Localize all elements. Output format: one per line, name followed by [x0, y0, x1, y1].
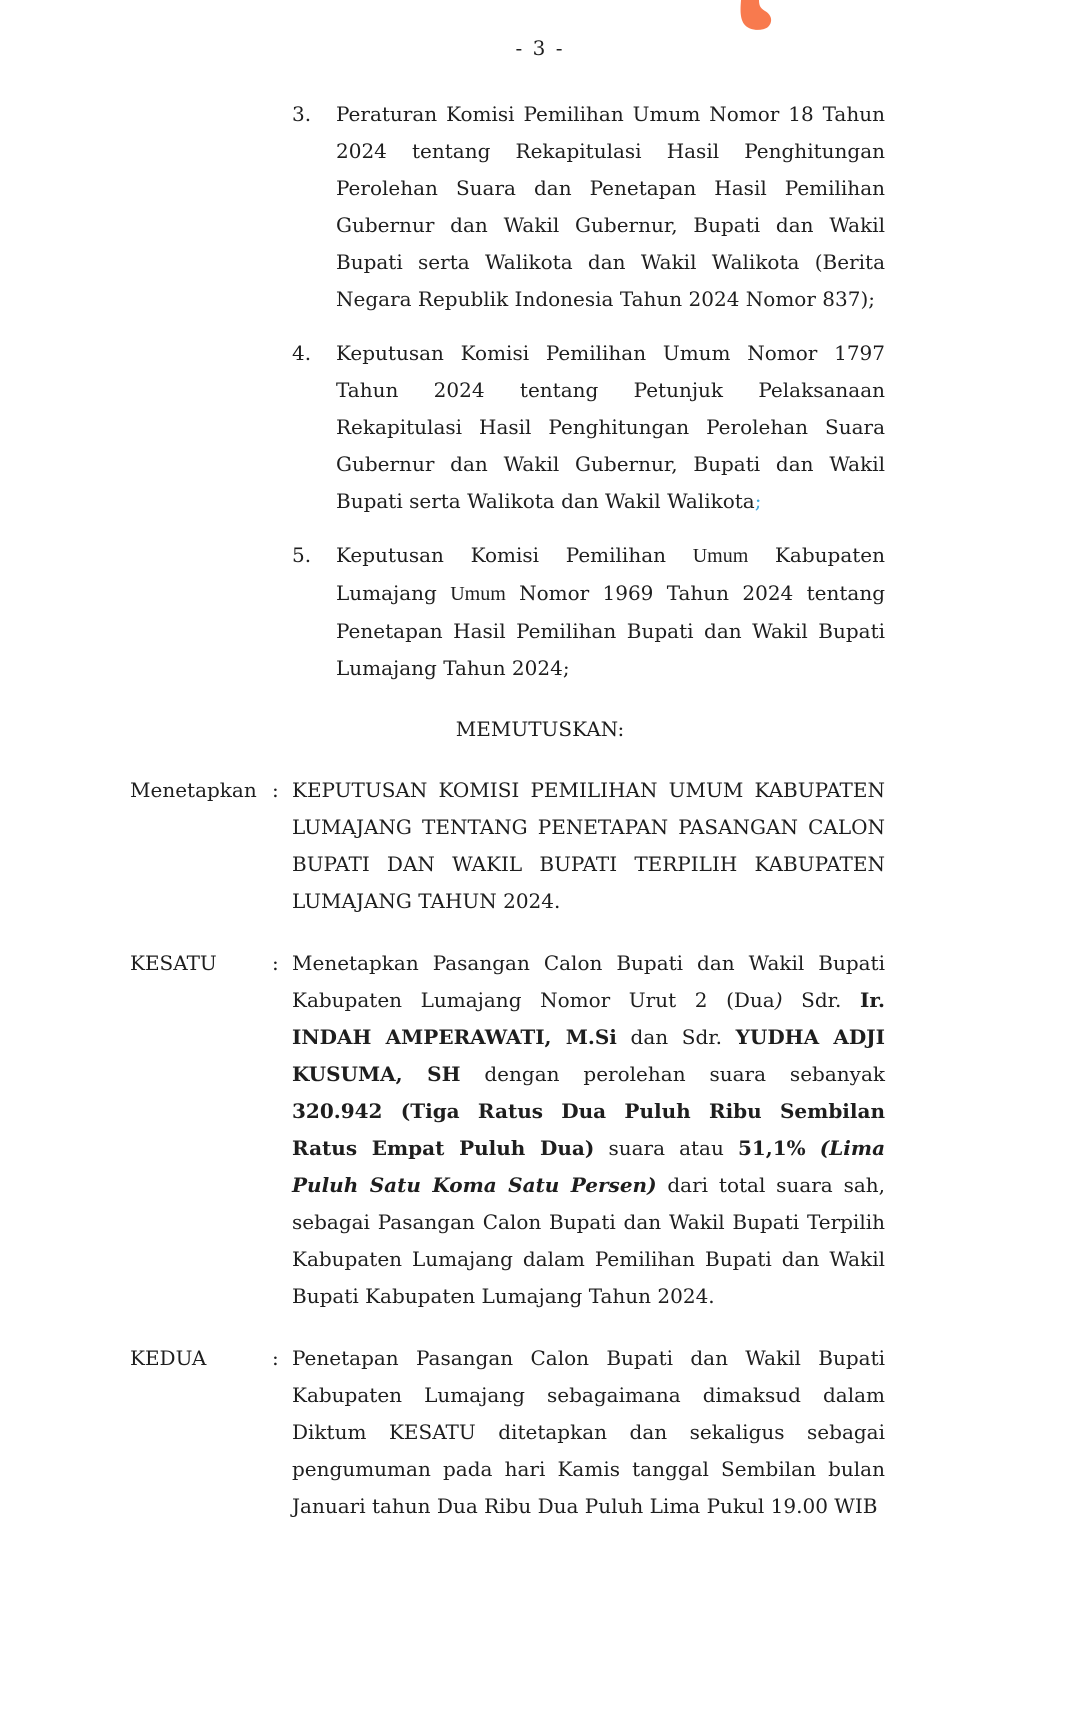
- dictum-row: [130, 1340, 885, 1525]
- text-segment: suara atau: [594, 1136, 738, 1160]
- dictum-text: [292, 1340, 885, 1525]
- text-segment: Penetapan Pasangan Calon Bupati dan Wakil Bupati Kabupaten Lumajang sebagaimana dimaksud dalam Diktum KESATU ditetapkan dan sekaligus sebagai pengumuman pada hari Kamis tanggal Sembilan bulan Januari tahun Dua Ribu Dua Puluh Lima Pukul 19.00 WIB: [292, 1346, 885, 1518]
- text-segment: Peraturan Komisi Pemilihan Umum Nomor 18 Tahun 2024 tentang Rekapitulasi Hasil Penghitungan Perolehan Suara dan Penetapan Hasil Pemilihan Gubernur dan Wakil Gubernur, Bupati dan Wakil Bupati serta Walikota dan Wakil Walikota (Berita Negara Republik Indonesia Tahun 2024 Nomor 837);: [336, 102, 885, 311]
- text-segment: Umum: [692, 545, 749, 567]
- orange-logo-fragment-icon: [736, 0, 774, 30]
- dictum-label: KESATU: [130, 951, 217, 975]
- text-segment: Keputusan Komisi Pemilihan: [336, 543, 693, 567]
- consideration-item: [292, 96, 885, 318]
- decision-heading: MEMUTUSKAN:: [455, 717, 625, 741]
- dictums-list: [130, 772, 885, 1525]
- text-segment: (Lima Puluh Satu Koma Satu Persen): [292, 1136, 886, 1197]
- document-content: [130, 96, 885, 1525]
- dictum-text: [292, 945, 885, 1315]
- text-segment: dari total suara sah, sebagai Pasangan Calon Bupati dan Wakil Bupati Terpilih Kabupaten Lumajang dalam Pemilihan Bupati dan Wakil Bupati Kabupaten Lumajang Tahun 2024.: [292, 1173, 885, 1308]
- dictum-row: [130, 945, 885, 1315]
- text-segment: Sdr.: [782, 988, 860, 1012]
- item-number: 5.: [292, 543, 312, 567]
- consideration-item: [292, 335, 885, 520]
- text-segment: ;: [754, 489, 762, 513]
- text-segment: 51,1%: [737, 1136, 806, 1160]
- dictum-colon: :: [272, 951, 279, 975]
- dictum-colon: :: [272, 778, 279, 802]
- page-number: - 3 -: [515, 36, 565, 60]
- text-segment: 320.942 (Tiga Ratus Dua Puluh Ribu Sembilan Ratus Empat Puluh Dua): [292, 1099, 885, 1160]
- dictum-label: Menetapkan: [130, 778, 257, 802]
- consideration-item: [292, 537, 885, 687]
- text-segment: Menetapkan Pasangan Calon Bupati dan Wakil Bupati Kabupaten Lumajang Nomor Urut 2 (Dua: [292, 951, 885, 1012]
- text-segment: YUDHA ADJI KUSUMA, SH: [292, 1025, 885, 1086]
- item-text: [336, 96, 885, 318]
- item-number: 4.: [292, 341, 312, 365]
- text-segment: ): [774, 988, 783, 1012]
- considerations-list: [292, 96, 885, 687]
- text-segment: Kabupaten Lumajang: [336, 543, 885, 605]
- text-segment: Umum: [450, 583, 506, 605]
- dictum-row: [130, 772, 885, 920]
- dictum-colon: :: [272, 1346, 279, 1370]
- item-text: [336, 537, 885, 687]
- item-text: [336, 335, 885, 520]
- dictum-text: [292, 772, 885, 920]
- text-segment: Nomor 1969 Tahun 2024 tentang Penetapan Hasil Pemilihan Bupati dan Wakil Bupati Lumajang Tahun 2024;: [336, 581, 885, 680]
- text-segment: [806, 1136, 820, 1160]
- text-segment: dan Sdr.: [616, 1025, 736, 1049]
- text-segment: Ir. INDAH AMPERAWATI, M.Si: [292, 988, 885, 1049]
- text-segment: KEPUTUSAN KOMISI PEMILIHAN UMUM KABUPATEN LUMAJANG TENTANG PENETAPAN PASANGAN CALON BUPATI DAN WAKIL BUPATI TERPILIH KABUPATEN LUMAJANG TAHUN 2024.: [292, 778, 885, 913]
- dictum-label: KEDUA: [130, 1346, 207, 1370]
- item-number: 3.: [292, 102, 312, 126]
- text-segment: dengan perolehan suara sebanyak: [460, 1062, 885, 1086]
- text-segment: Keputusan Komisi Pemilihan Umum Nomor 1797 Tahun 2024 tentang Petunjuk Pelaksanaan Rekapitulasi Hasil Penghitungan Perolehan Suara Gubernur dan Wakil Gubernur, Bupati dan Wakil Bupati serta Walikota dan Wakil Walikota: [336, 341, 885, 513]
